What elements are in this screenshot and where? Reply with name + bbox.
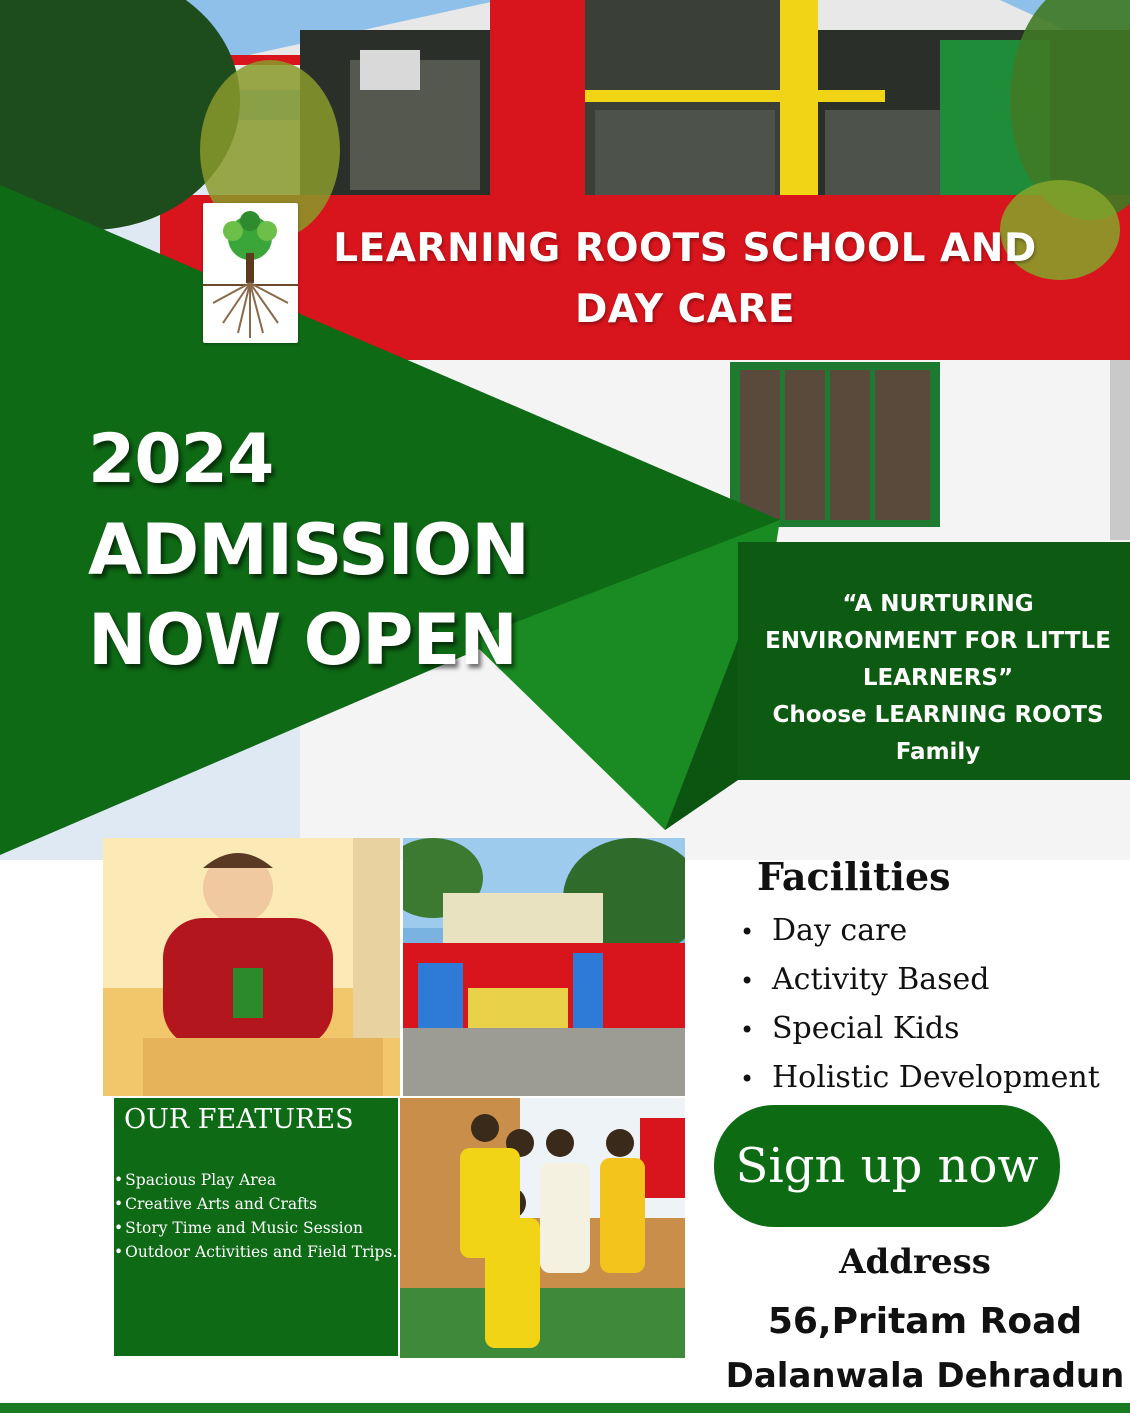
tagline-cta: Choose LEARNING ROOTS Family [772, 702, 1104, 765]
features-title: OUR FEATURES [124, 1104, 354, 1135]
sign-up-button[interactable]: Sign up now [714, 1105, 1060, 1227]
feature-item: • Creative Arts and Crafts [114, 1192, 397, 1216]
school-logo [203, 203, 298, 343]
facility-item: • Special Kids [740, 1005, 1100, 1054]
kids-photo [400, 1098, 685, 1358]
facility-item: • Activity Based [740, 956, 1100, 1005]
facilities-title: Facilities [757, 854, 951, 899]
tagline-quote: “A NURTURING ENVIRONMENT FOR LITTLE LEARNERS” [765, 591, 1111, 691]
child-photo [103, 838, 400, 1096]
admission-year: 2024 [88, 420, 274, 499]
features-list [114, 1168, 397, 1264]
feature-item: • Story Time and Music Session [114, 1216, 397, 1240]
address-city: Dalanwala Dehradun [725, 1356, 1125, 1396]
school-name: LEARNING ROOTS SCHOOL AND DAY CARE [333, 226, 1037, 332]
headline-admission: ADMISSION [88, 509, 529, 591]
address-title: Address [839, 1242, 991, 1282]
feature-item: • Spacious Play Area [114, 1168, 397, 1192]
school-gate-photo [403, 838, 685, 1096]
facility-item: • Holistic Development [740, 1054, 1100, 1103]
bottom-bar [0, 1403, 1130, 1413]
facilities-list [740, 907, 1100, 1103]
tree-roots-icon [203, 203, 298, 343]
feature-item: • Outdoor Activities and Field Trips. [114, 1240, 397, 1264]
headline-now-open: NOW OPEN [88, 599, 517, 681]
address-street: 56,Pritam Road [767, 1301, 1083, 1342]
facility-item: • Day care [740, 907, 1100, 956]
